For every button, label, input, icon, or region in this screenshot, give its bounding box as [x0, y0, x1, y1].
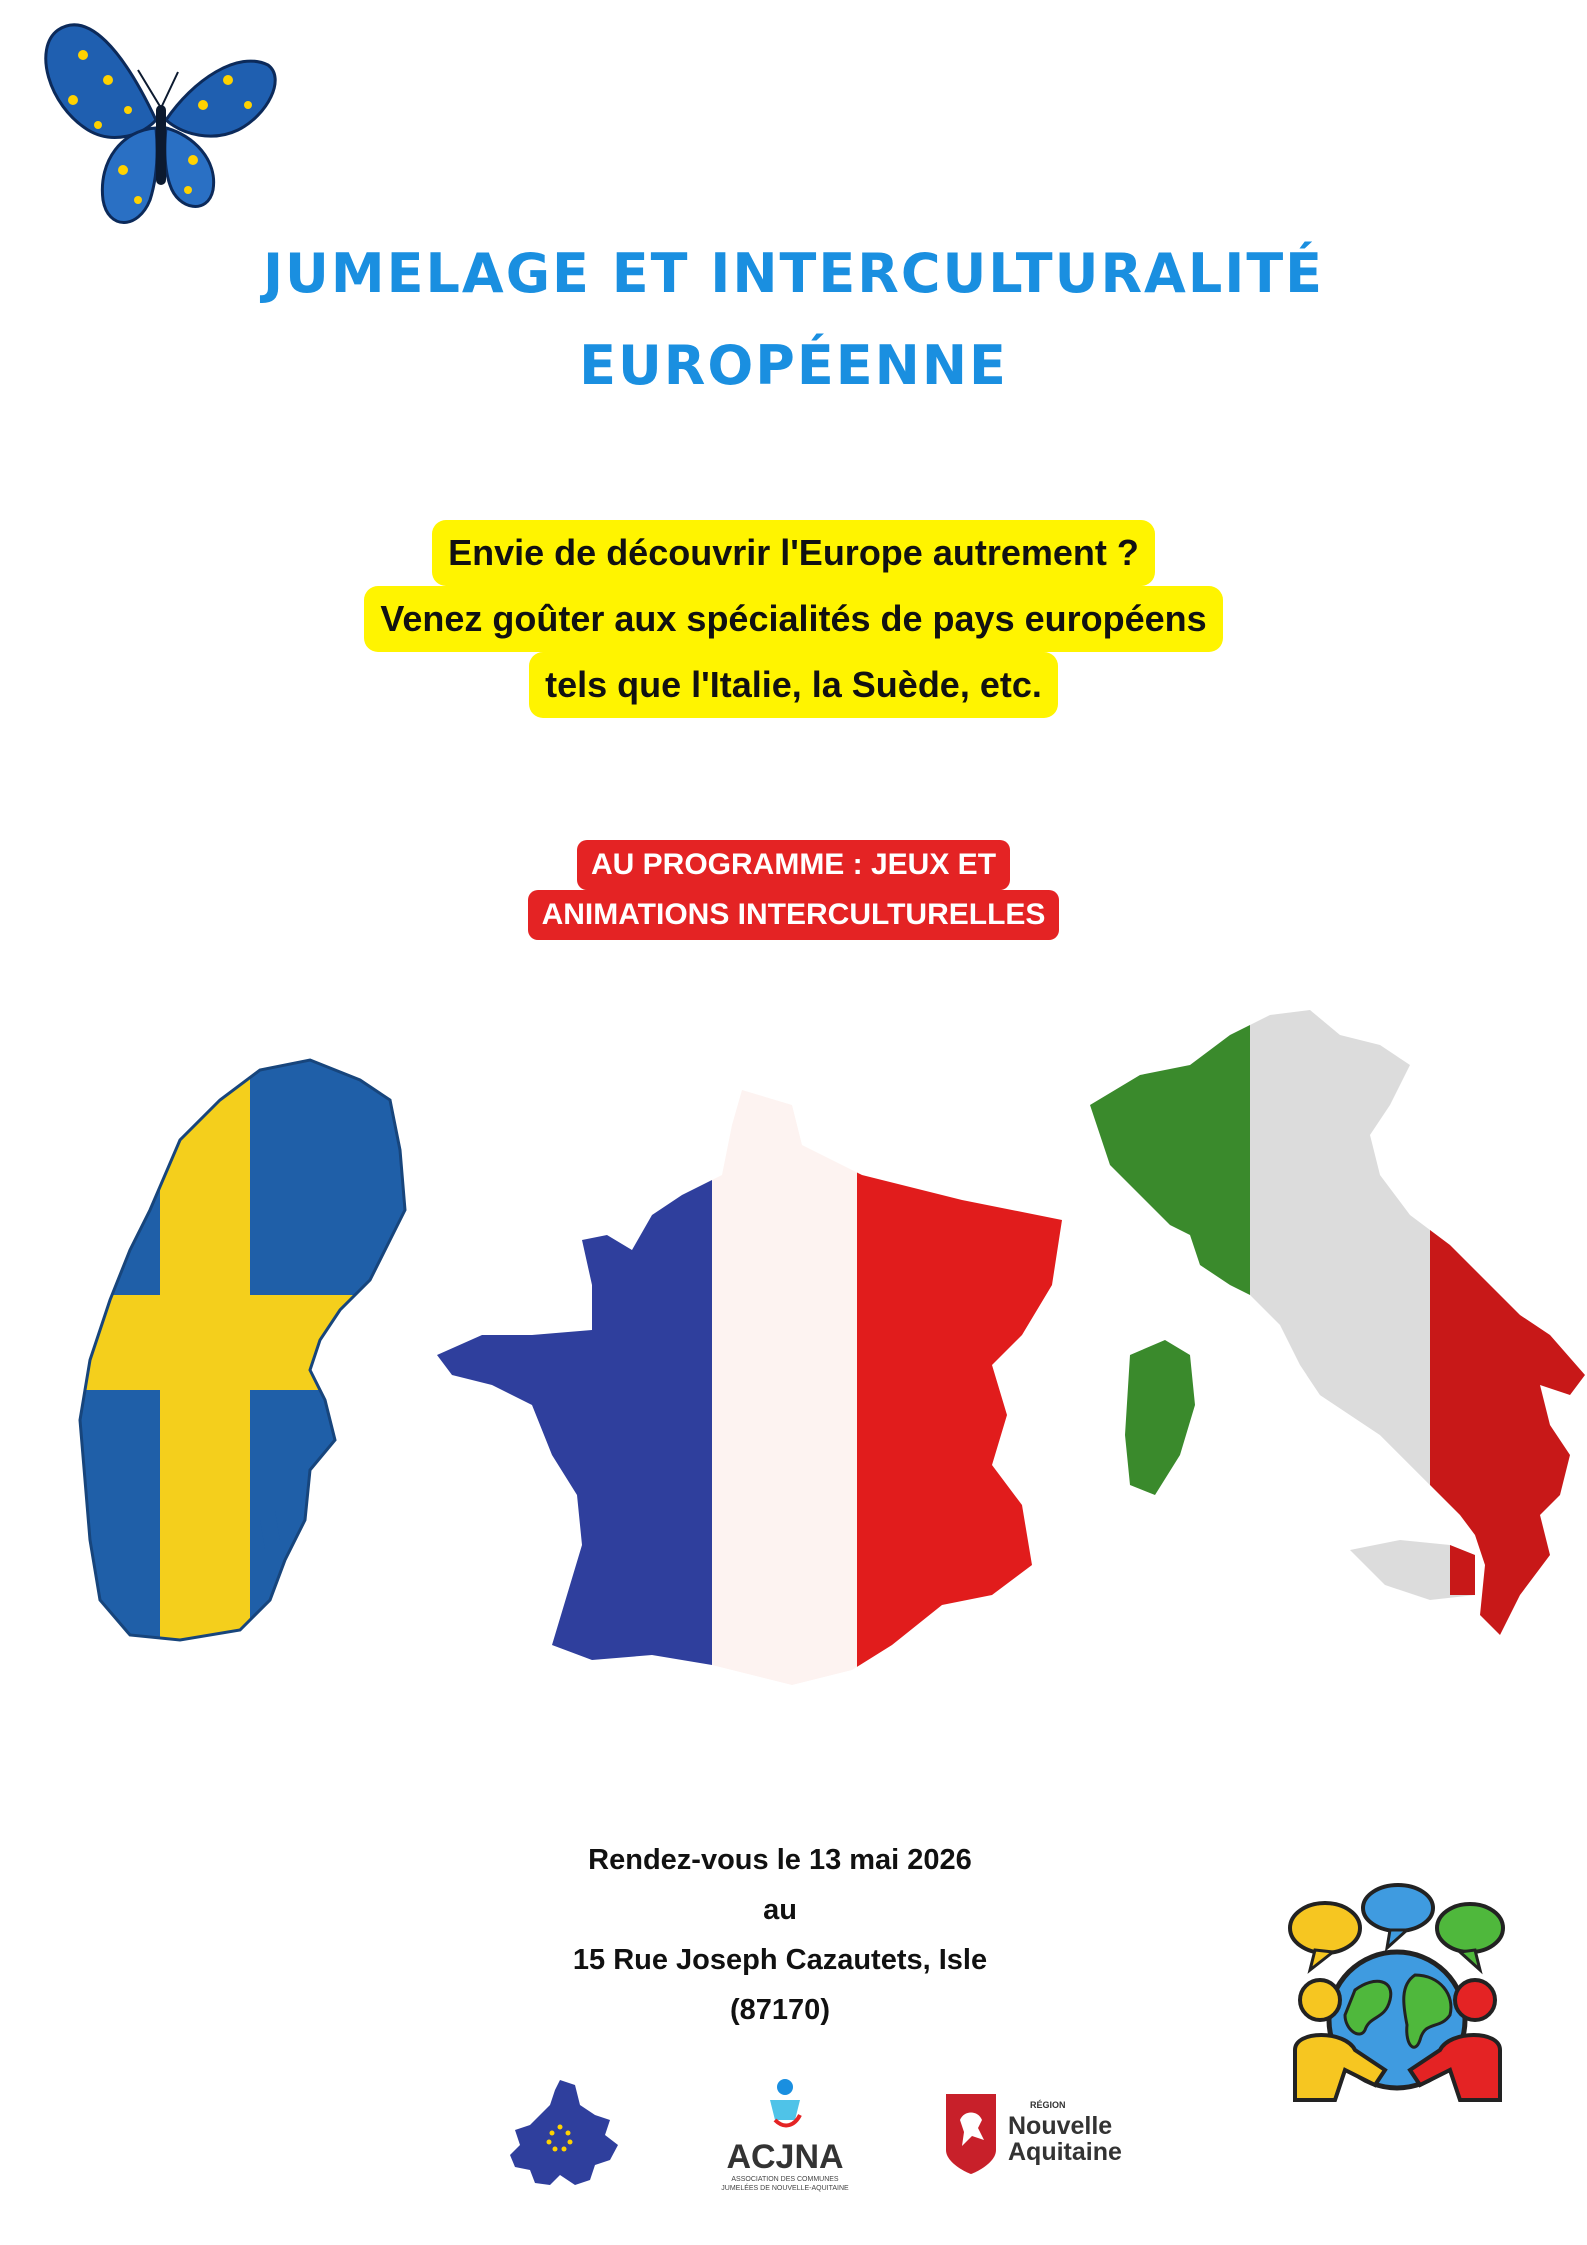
intro-line-2: Venez goûter aux spécialités de pays européens — [364, 586, 1222, 652]
program-line-1: AU PROGRAMME : JEUX ET — [577, 840, 1010, 890]
acjna-tagline-1: ASSOCIATION DES COMMUNES — [731, 2176, 839, 2183]
people-globe-icon — [1275, 1880, 1515, 2120]
eu-butterfly-icon — [28, 10, 288, 240]
title-line-1: JUMELAGE ET INTERCULTURALITÉ — [262, 242, 1325, 305]
italy-flag-map — [1080, 995, 1587, 1645]
acjna-emblem-icon — [755, 2075, 815, 2135]
event-postcode: (87170) — [730, 1994, 830, 2026]
event-address: 15 Rue Joseph Cazautets, Isle — [572, 1944, 988, 1976]
event-info — [480, 1835, 1080, 2035]
eu-map-logo — [500, 2075, 630, 2195]
region-shield-icon — [942, 2090, 1000, 2176]
acjna-tagline-2: JUMELÉES DE NOUVELLE-AQUITAINE — [721, 2185, 849, 2192]
program-line-2: ANIMATIONS INTERCULTURELLES — [528, 890, 1060, 940]
region-name-line-2: Aquitaine — [1008, 2138, 1122, 2166]
intro-line-1: Envie de découvrir l'Europe autrement ? — [432, 520, 1155, 586]
region-name-line-1: Nouvelle — [1008, 2112, 1113, 2140]
event-date: Rendez-vous le 13 mai 2026 — [588, 1844, 972, 1876]
acjna-name: ACJNA — [726, 2138, 844, 2176]
page-title — [0, 228, 1587, 412]
program-banner — [0, 840, 1587, 940]
intro-text — [0, 520, 1587, 718]
sweden-flag-map — [70, 1040, 410, 1640]
title-line-2: EUROPÉENNE — [579, 334, 1008, 397]
france-flag-map — [432, 1085, 1062, 1685]
region-small-label: RÉGION — [1030, 2100, 1066, 2110]
intro-line-3: tels que l'Italie, la Suède, etc. — [529, 652, 1058, 718]
region-logo — [942, 2090, 1122, 2180]
acjna-logo — [715, 2075, 855, 2193]
event-connector: au — [763, 1894, 797, 1926]
